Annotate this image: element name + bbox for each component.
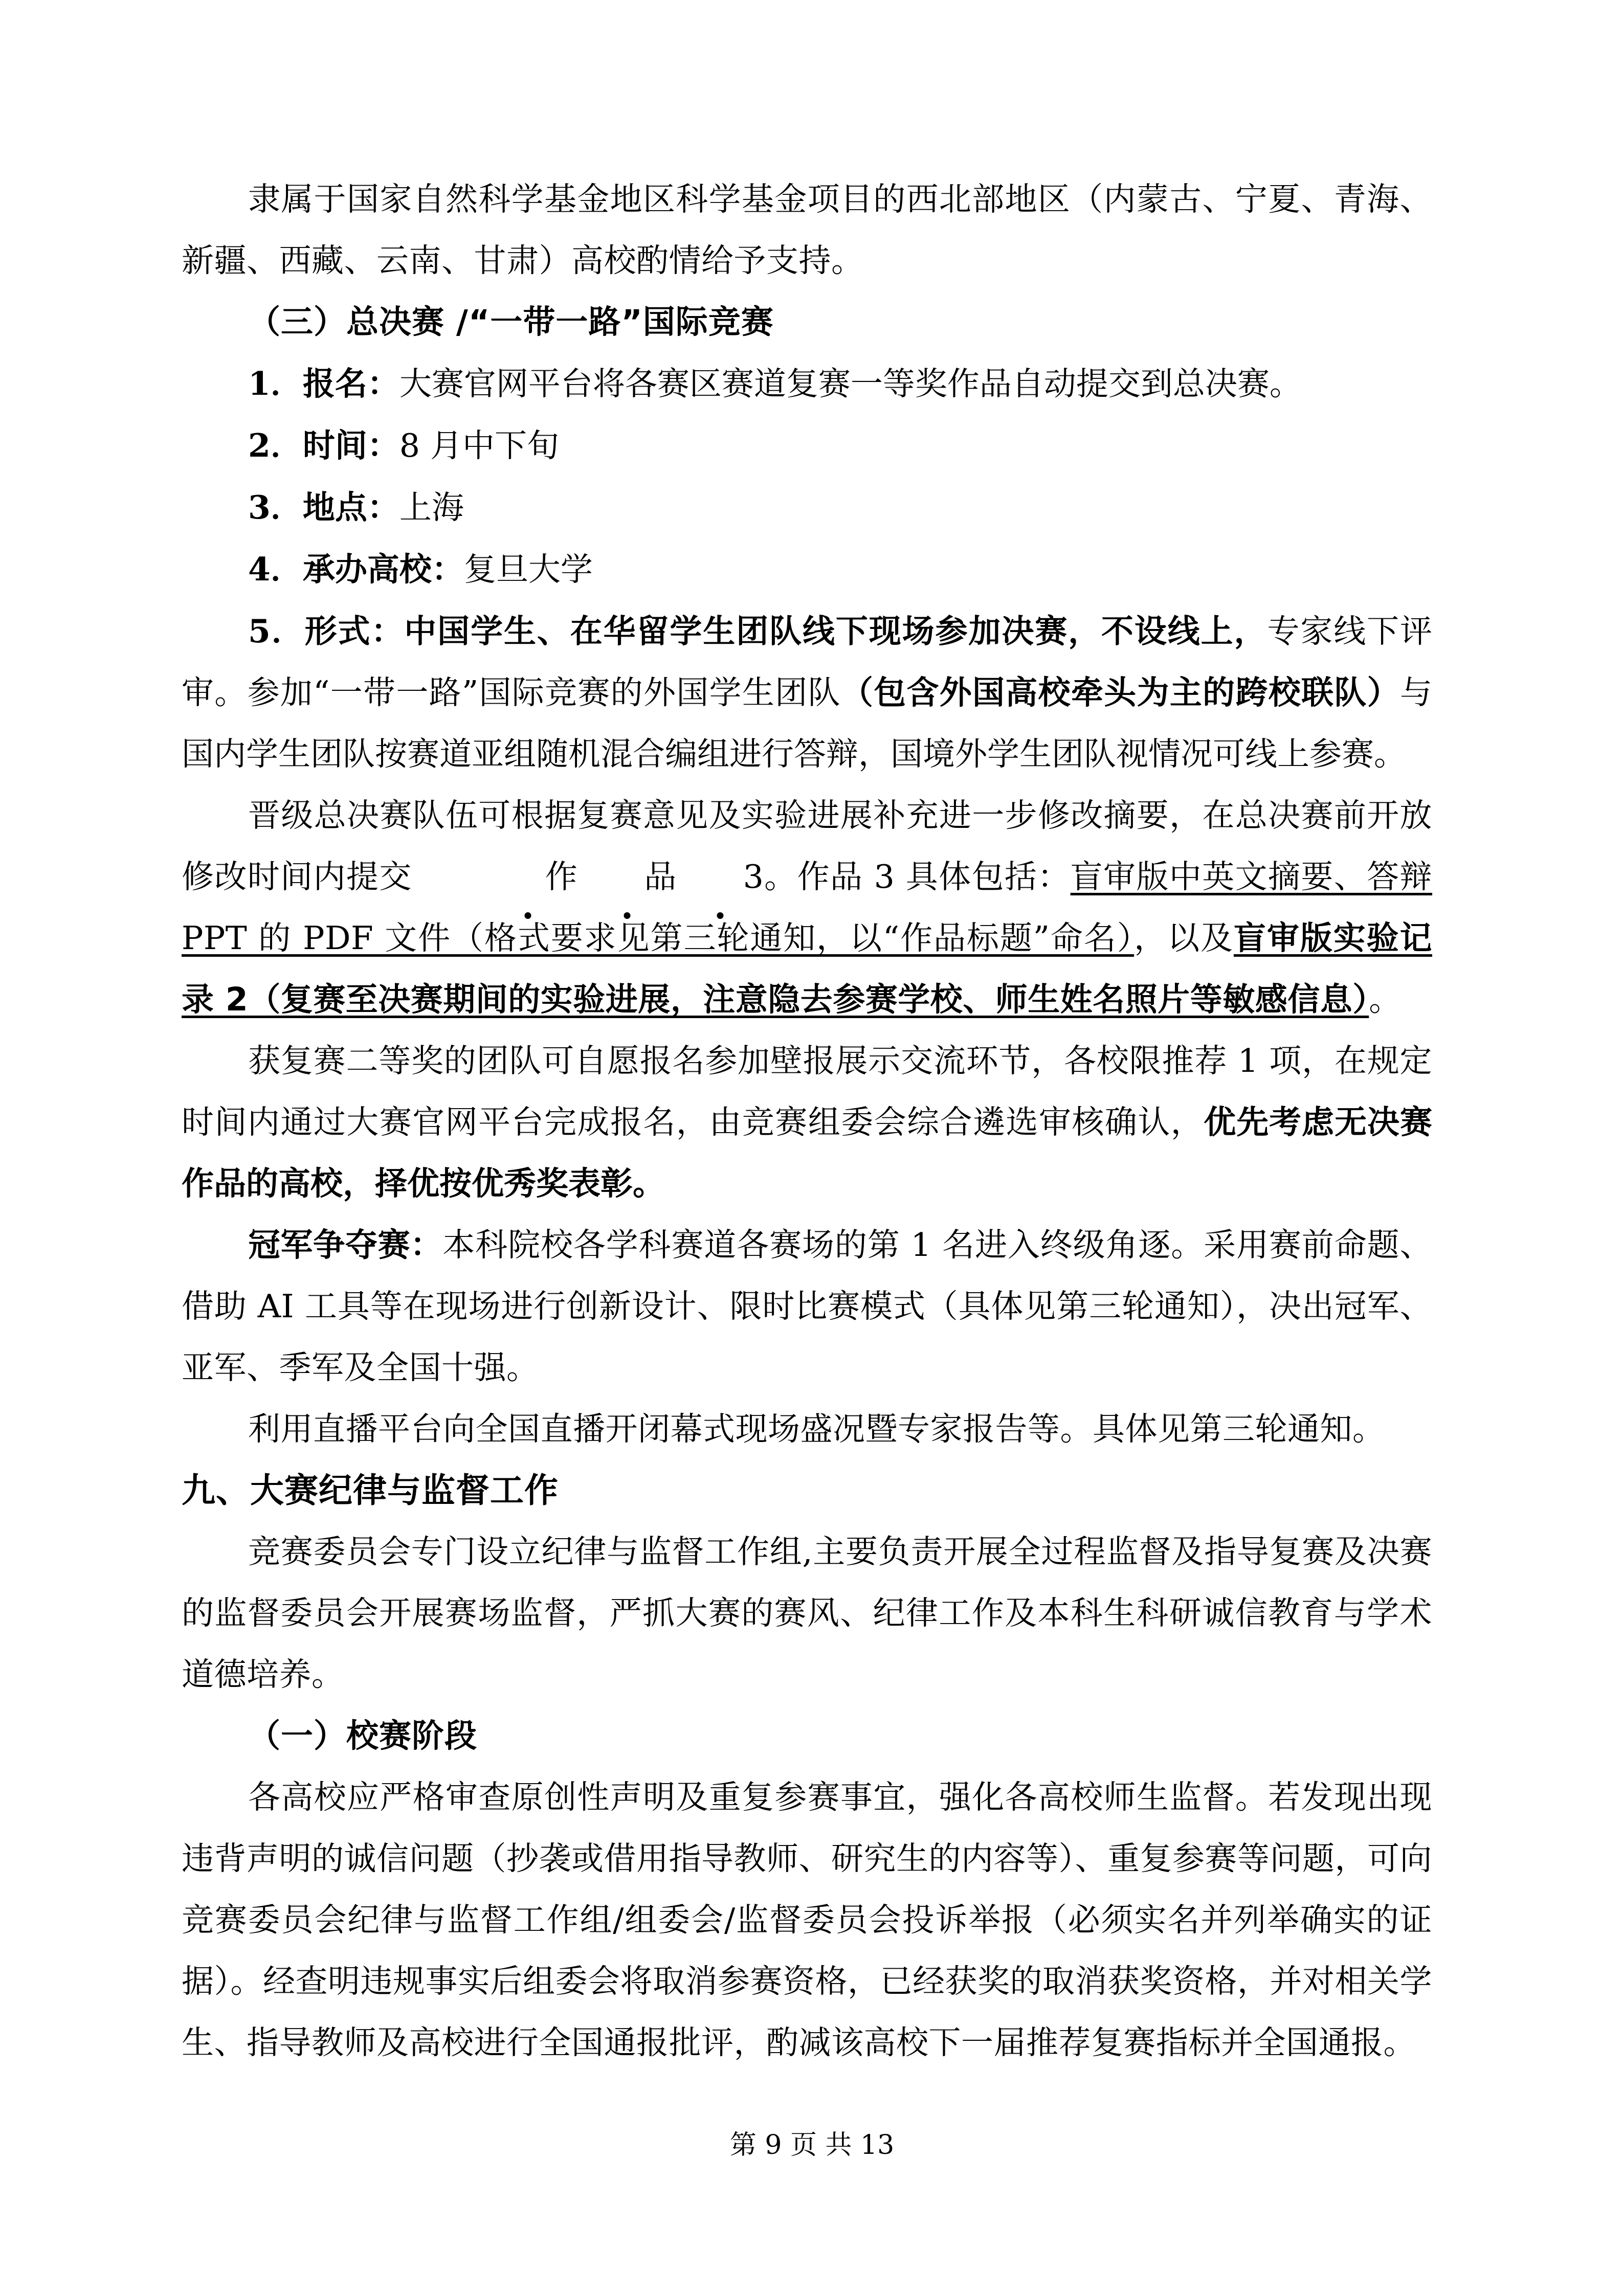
- list-item-1-text: 大赛官网平台将各赛区赛道复赛一等奖作品自动提交到总决赛。: [399, 365, 1302, 402]
- page-content: [182, 169, 1432, 2074]
- paragraph-livestream: 利用直播平台向全国直播开闭幕式现场盛况暨专家报告等。具体见第三轮通知。: [248, 1410, 1385, 1448]
- page-footer: [0, 2127, 1624, 2163]
- champion-text: 本科院校各学科赛道各赛场的第 1 名进入终级角逐。采用赛前命题、借助 AI 工具等在现场进行创新设计、限时比赛模式（具体见第三轮通知），决出冠军、亚军、季军及全国十强。: [182, 1226, 1432, 1386]
- list-item-5-text-end: 与国内学生团队按赛道亚组随机混合编组进行答辩，国境外学生团队视情况可线上参赛。: [182, 674, 1433, 773]
- work3-tail: 。: [1369, 981, 1401, 1018]
- list-item-1: [182, 353, 1432, 415]
- page-number: 第 9 页 共 13: [729, 2130, 895, 2160]
- list-item-3: [182, 477, 1432, 538]
- list-item-2-label: 时间：: [302, 427, 399, 464]
- champion-label: 冠军争夺赛：: [248, 1226, 443, 1264]
- list-item-5-label: 形式：: [304, 613, 405, 650]
- list-item-3-text: 上海: [399, 489, 464, 526]
- list-item-1-marker: 1．: [248, 365, 303, 402]
- work3-emphasis-dots: 作 品 3: [412, 846, 764, 908]
- list-item-3-label: 地点：: [302, 489, 399, 526]
- paragraph-region-support: 隶属于国家自然科学基金地区科学基金项目的西北部地区（内蒙古、宁夏、青海、新疆、西藏、云南、甘肃）高校酌情给予支持。: [182, 181, 1432, 279]
- paragraph-discipline-committee: 竞赛委员会专门设立纪律与监督工作组,主要负责开展全过程监督及指导复赛及决赛的监督委员会开展赛场监督，严抓大赛的赛风、纪律工作及本科生科研诚信教育与学术道德培养。: [182, 1533, 1432, 1693]
- list-item-2: [182, 415, 1432, 477]
- list-item-2-text: 8 月中下旬: [399, 427, 559, 464]
- paragraph-work3: [182, 785, 1432, 1030]
- paragraph-champion-contest: [182, 1214, 1432, 1399]
- list-item-5-text-mid: 专家线下评审。参加“一带一路”国际竞赛的外国学生团队: [182, 613, 1433, 711]
- heading-section-nine: 九、大赛纪律与监督工作: [182, 1471, 559, 1510]
- list-item-4-marker: 4．: [248, 550, 303, 588]
- paragraph-poster-session: [182, 1030, 1432, 1214]
- list-item-2-marker: 2．: [248, 426, 303, 464]
- list-item-4-text: 复旦大学: [463, 551, 593, 588]
- work3-underline-part1: 盲审版中英文摘要、答辩 PPT 的 PDF 文件（格式要求见第三轮通知，以“作品标题”命名）: [182, 858, 1433, 957]
- poster-bold: 优先考虑无决赛作品的高校，择优按优秀奖表彰。: [182, 1104, 1433, 1202]
- list-item-5-bold-lead: 中国学生、在华留学生团队线下现场参加决赛，不设线上，: [404, 613, 1267, 650]
- work3-lead: 晋级总决赛队伍可根据复赛意见及实验进展补充进一步修改摘要，在总决赛前开放修改时间内提交: [182, 797, 1432, 895]
- list-item-5-bold-mid: （包含外国高校牵头为主的跨校联队）: [840, 674, 1400, 711]
- list-item-5: [182, 600, 1432, 785]
- heading-final-round: （三）总决赛 /“一带一路”国际竞赛: [248, 303, 774, 341]
- list-item-5-marker: 5．: [248, 612, 305, 650]
- work3-bold-underline-part2: 盲审版实验记录 2（复赛至决赛期间的实验进展，注意隐去参赛学校、师生姓名照片等敏感信息）: [182, 919, 1433, 1018]
- work3-after-dots: 。作品 3 具体包括：: [764, 858, 1071, 895]
- poster-lead: 获复赛二等奖的团队可自愿报名参加壁报展示交流环节，各校限推荐 1 项，在规定时间内通过大赛官网平台完成报名，由竞赛组委会综合遴选审核确认，: [182, 1042, 1432, 1141]
- list-item-1-label: 报名：: [302, 365, 399, 402]
- work3-mid: ，以及: [1134, 919, 1234, 957]
- list-item-3-marker: 3．: [248, 488, 303, 526]
- list-item-4: [182, 538, 1432, 600]
- list-item-4-label: 承办高校：: [302, 551, 464, 588]
- paragraph-school-stage: 各高校应严格审查原创性声明及重复参赛事宜，强化各高校师生监督。若发现出现违背声明的诚信问题（抄袭或借用指导教师、研究生的内容等）、重复参赛等问题，可向竞赛委员会纪律与监督工作组/组委会/监督委员会投诉举报（必须实名并列举确实的证据）。经查明违规事实后组委会将取消参赛资格，已经获奖的取消获奖资格，并对相关学生、指导教师及高校进行全国通报批评，酌减该高校下一届推荐复赛指标并全国通报。: [182, 1779, 1432, 2061]
- heading-school-stage: （一）校赛阶段: [248, 1717, 477, 1754]
